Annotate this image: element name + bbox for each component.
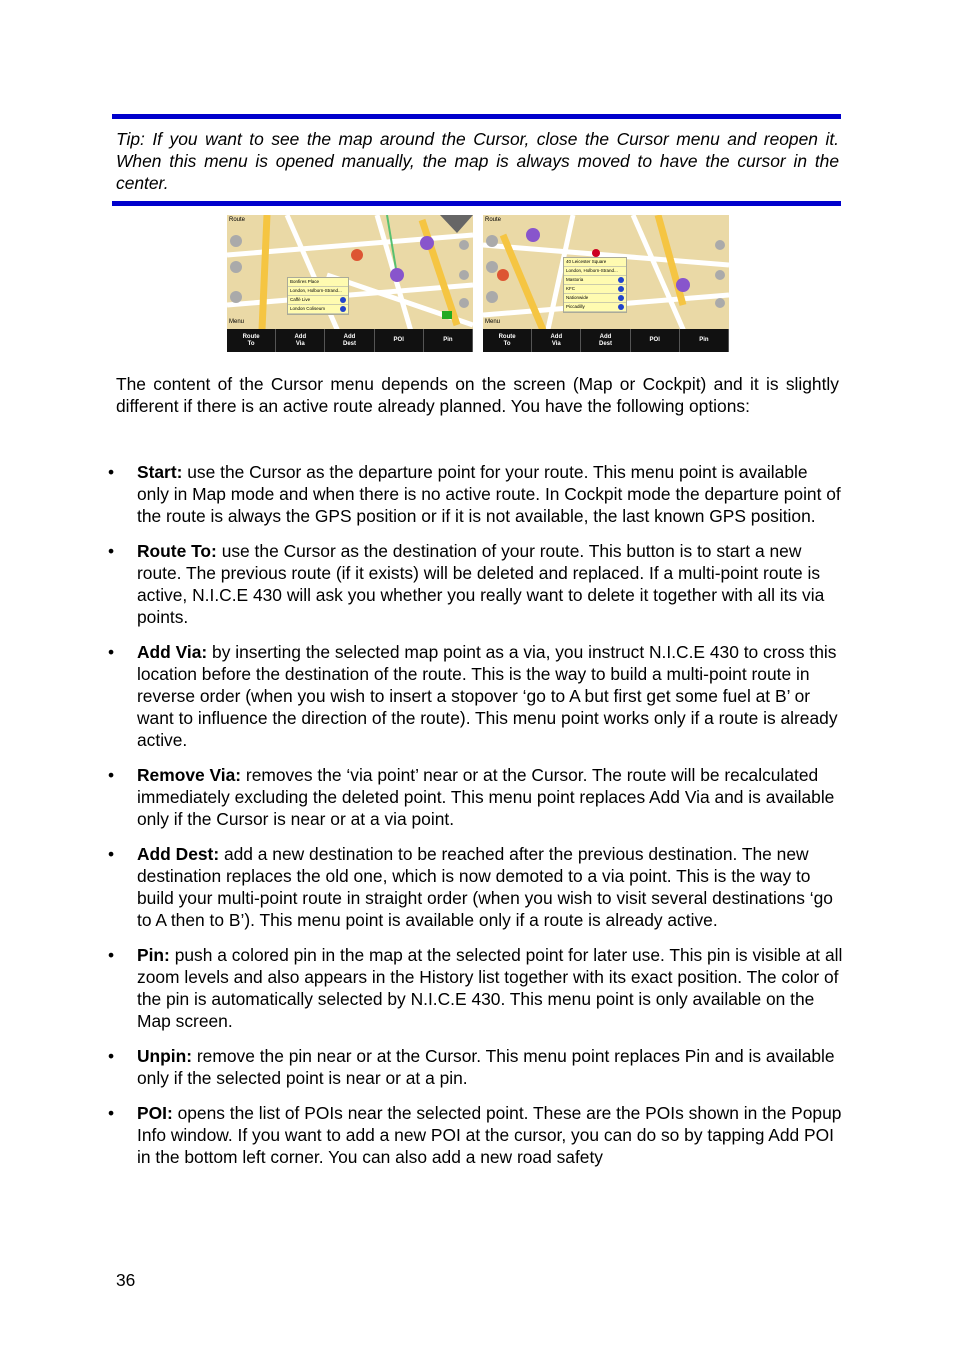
popup-row: London, Holborn-Strand... — [564, 267, 626, 276]
info-icon[interactable] — [340, 297, 346, 303]
popup-row: Bonfires Place — [288, 278, 348, 287]
info-icon[interactable] — [340, 306, 346, 312]
add-dest-button[interactable]: Add Dest — [325, 329, 374, 352]
bullet: • — [108, 765, 115, 785]
list-item-poi — [108, 1102, 843, 1168]
info-icon[interactable] — [618, 277, 624, 283]
item-term: Start: — [137, 462, 183, 482]
item-term: Remove Via: — [137, 765, 242, 785]
popup-info — [563, 257, 627, 313]
popup-row-text: Piccadilly — [566, 304, 585, 309]
intro-paragraph: The content of the Cursor menu depends on the screen (Map or Cockpit) and it is slightly different if there is an active route already planned. You have the following options: — [116, 374, 839, 416]
item-text: remove the pin near or at the Cursor. This menu point replaces Pin and is available only if the selected point is near or at a pin. — [137, 1046, 835, 1088]
route-label: Route — [229, 217, 246, 223]
pin-button[interactable]: Pin — [424, 329, 473, 352]
screenshots — [227, 215, 729, 352]
item-text: push a colored pin in the map at the selected point for later use. This pin is visible at all zoom levels and also appears in the History list together with its exact position. The color of the pin is automatically selected by N.I.C.E 430. This menu point is only available on the Map screen. — [137, 945, 843, 1031]
add-dest-button[interactable]: Add Dest — [581, 329, 630, 352]
menu-label: Menu — [229, 319, 245, 325]
info-icon[interactable] — [618, 295, 624, 301]
popup-row — [288, 305, 348, 314]
item-text: use the Cursor as the departure point for your route. This menu point is available only in Map mode and when there is no active route. In Cockpit mode the departure point of the route is always the GPS position or if it is not available, the last known GPS position. — [137, 462, 841, 526]
screenshot-left — [227, 215, 473, 352]
options-list — [108, 461, 843, 1181]
bullet: • — [108, 844, 115, 864]
item-term: Add Dest: — [137, 844, 220, 864]
route-label: Route — [485, 217, 502, 223]
item-text: removes the ‘via point’ near or at the Cursor. The route will be recalculated immediately excluding the deleted point. This menu point replaces Add Via and is available only if the Cursor is near or at a via point. — [137, 765, 835, 829]
popup-info — [287, 277, 349, 315]
popup-row-text: Caffè Live — [290, 297, 311, 302]
item-term: POI: — [137, 1103, 173, 1123]
popup-row — [564, 276, 626, 285]
item-term: Unpin: — [137, 1046, 193, 1066]
list-item-unpin — [108, 1045, 843, 1089]
bullet: • — [108, 1103, 115, 1123]
popup-row — [288, 296, 348, 305]
bullet: • — [108, 462, 115, 482]
bullet: • — [108, 945, 115, 965]
item-text: opens the list of POIs near the selected point. These are the POIs shown in the Popup Info window. If you want to add a new POI at the cursor, you can do so by tapping Add POI in the bottom left corner. You can also add a new road safety — [137, 1103, 842, 1167]
popup-row-text: KFC — [566, 286, 575, 291]
cursor-menu-bar — [227, 329, 473, 352]
popup-row-text: London Coliseum — [290, 306, 326, 311]
item-term: Add Via: — [137, 642, 208, 662]
popup-row — [564, 285, 626, 294]
popup-row — [564, 294, 626, 303]
info-icon[interactable] — [618, 286, 624, 292]
poi-button[interactable]: POI — [375, 329, 424, 352]
bullet: • — [108, 1046, 115, 1066]
popup-row: 40 Leicester Square — [564, 258, 626, 267]
screenshot-right — [483, 215, 729, 352]
list-item-pin — [108, 944, 843, 1032]
list-item-start — [108, 461, 843, 527]
item-text: use the Cursor as the destination of your route. This button is to start a new route. The previous route (if it exists) will be deleted and replaced. If a multi-point route is active, N.I.C.E 430 will ask you whether you really want to delete it together with all its via points. — [137, 541, 825, 627]
popup-row: London, Holborn-Strand... — [288, 287, 348, 296]
item-text: add a new destination to be reached after the previous destination. The new destination replaces the old one, which is now demoted to a via point. This is the way to build your multi-point route in straight order (when you wish to visit several destinations ‘go to A then to B’). This menu point is available only if a route is already active. — [137, 844, 833, 930]
bullet: • — [108, 642, 115, 662]
item-term: Route To: — [137, 541, 217, 561]
item-text: by inserting the selected map point as a via, you instruct N.I.C.E 430 to cross this location before the destination of the route. This is the way to build a multi-point route in reverse order (when you wish to insert a stopover ‘go to A but first get some fuel at B’ or want to influence the direction of the route). This menu point works only if a route is already active. — [137, 642, 838, 750]
popup-row-text: Nationwide — [566, 295, 589, 300]
tip-text: Tip: If you want to see the map around the Cursor, close the Cursor menu and reopen it. When this menu is opened manually, the map is always moved to have the cursor in the center. — [116, 129, 839, 193]
tip-box — [112, 114, 841, 206]
list-item-add-via — [108, 641, 843, 751]
menu-label: Menu — [485, 319, 501, 325]
route-to-button[interactable]: Route To — [483, 329, 532, 352]
info-icon[interactable] — [618, 304, 624, 310]
item-term: Pin: — [137, 945, 170, 965]
route-to-button[interactable]: Route To — [227, 329, 276, 352]
list-item-remove-via — [108, 764, 843, 830]
popup-row — [564, 303, 626, 312]
poi-button[interactable]: POI — [631, 329, 680, 352]
popup-row-text: Mastoria — [566, 277, 584, 282]
pin-button[interactable]: Pin — [680, 329, 729, 352]
cursor-menu-bar — [483, 329, 729, 352]
list-item-add-dest — [108, 843, 843, 931]
add-via-button[interactable]: Add Via — [532, 329, 581, 352]
bullet: • — [108, 541, 115, 561]
page-number: 36 — [116, 1270, 136, 1290]
list-item-route-to — [108, 540, 843, 628]
add-via-button[interactable]: Add Via — [276, 329, 325, 352]
